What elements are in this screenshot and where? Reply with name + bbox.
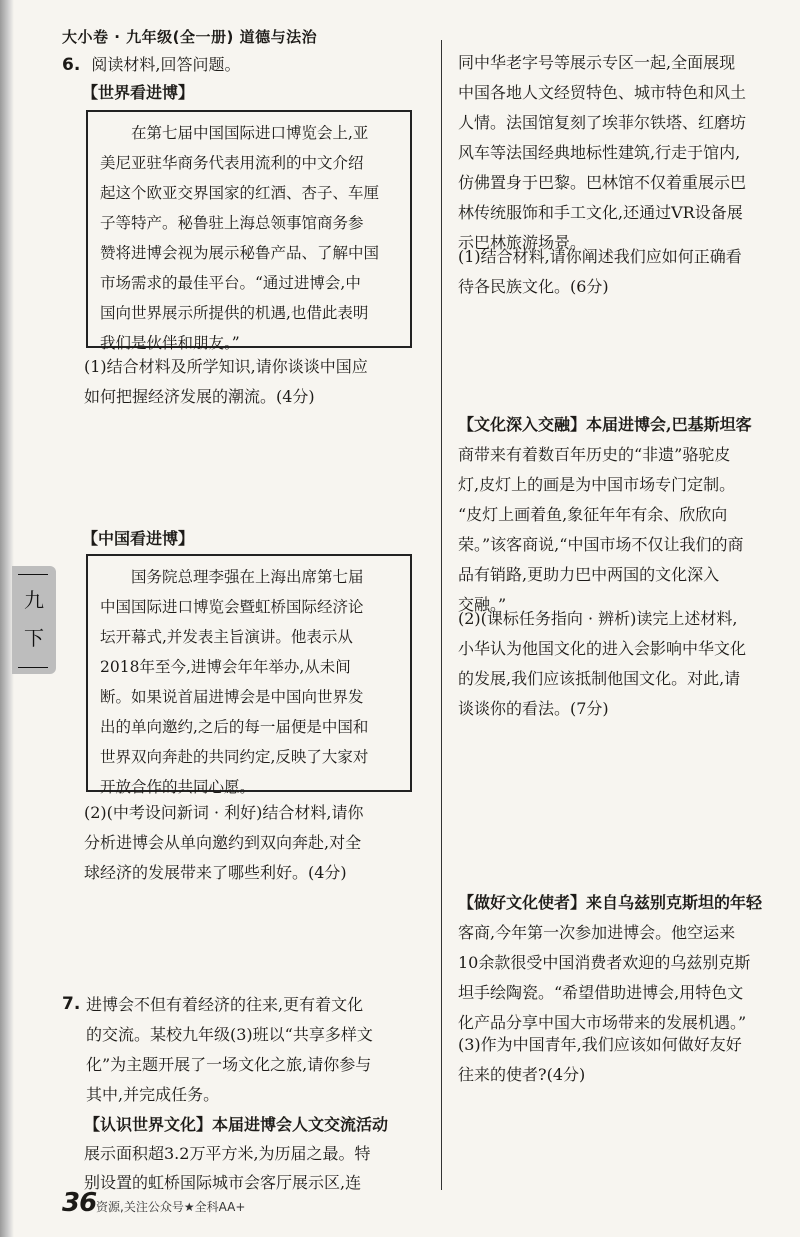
text-line: 子等特产。秘鲁驻上海总领事馆商务参 (100, 214, 364, 232)
text-line: 2018年至今,进博会年年举办,从未间 (100, 658, 351, 676)
text-line: 人情。法国馆复刻了埃菲尔铁塔、红磨坊 (458, 113, 747, 132)
text-line: 化产品分享中国大市场带来的发展机遇。” (458, 1013, 747, 1032)
text-line: 待各民族文化。(6分) (458, 277, 609, 296)
sub-question (84, 352, 368, 412)
text-line: 小华认为他国文化的进入会影响中华文化 (458, 639, 747, 658)
text-line: 客商,今年第一次参加进博会。他空运来 (458, 923, 736, 942)
text-line: 国向世界展示所提供的机遇,也借此表明 (100, 304, 369, 322)
text-line: 谈谈你的看法。(7分) (458, 699, 609, 718)
side-tab-char: 下 (24, 626, 44, 650)
section-tag: 【世界看进博】 (82, 83, 195, 102)
text-line: 世界双向奔赴的共同约定,反映了大家对 (100, 748, 369, 766)
text-line: 示巴林旅游场景。 (458, 233, 587, 252)
text-line: 【认识世界文化】本届进博会人文交流活动 (84, 1115, 389, 1134)
side-tab (12, 566, 56, 674)
text-line: 进博会不但有着经济的往来,更有着文化 (86, 995, 364, 1014)
question-prompt: 阅读材料,回答问题。 (91, 55, 241, 74)
material-box (86, 554, 412, 796)
text-line: 如何把握经济发展的潮流。(4分) (84, 387, 315, 406)
text-line: 坦手绘陶瓷。“希望借助进博会,用特色文 (458, 983, 744, 1002)
text-line: 坛开幕式,并发表主旨演讲。他表示从 (100, 628, 353, 646)
text-line: 【文化深入交融】本届进博会,巴基斯坦客 (458, 415, 752, 434)
column-divider (441, 40, 442, 1190)
text-line: 商带来有着数百年历史的“非遗”骆驼皮 (458, 445, 731, 464)
culture-part-2 (458, 410, 752, 620)
sub-question (458, 242, 742, 302)
question-intro (86, 990, 373, 1110)
culture-part-1-continued (458, 48, 746, 258)
material-text (100, 562, 400, 802)
text-line: 同中华老字号等展示专区一起,全面展现 (458, 53, 736, 72)
question-number: 7. (62, 994, 81, 1014)
text-line: 交融。” (458, 595, 507, 614)
sub-question (84, 798, 364, 888)
text-line: (1)结合材料,请你阐述我们应如何正确看 (458, 247, 742, 266)
text-line: (2)(课标任务指向 · 辨析)读完上述材料, (458, 609, 738, 628)
text-line: 出的单向邀约,之后的每一届便是中国和 (100, 718, 369, 736)
text-line: 的交流。某校九年级(3)班以“共享多样文 (86, 1025, 373, 1044)
sub-question (458, 1030, 742, 1090)
text-line: 分析进博会从单向邀约到双向奔赴,对全 (84, 833, 362, 852)
text-line: 球经济的发展带来了哪些利好。(4分) (84, 863, 347, 882)
text-line: 品有销路,更助力巴中两国的文化深入 (458, 565, 720, 584)
text-line: 赞将进博会视为展示秘鲁产品、了解中国 (100, 244, 380, 262)
material-text (100, 118, 400, 358)
text-line: 10余款很受中国消费者欢迎的乌兹别克斯 (458, 953, 751, 972)
text-line: 中国国际进口博览会暨虹桥国际经济论 (100, 598, 364, 616)
culture-part-3 (458, 888, 762, 1038)
text-line: 仿佛置身于巴黎。巴林馆不仅着重展示巴 (458, 173, 747, 192)
text-line: 灯,皮灯上的画是为中国市场专门定制。 (458, 475, 736, 494)
page-number: 36 (62, 1188, 97, 1218)
text-line: “皮灯上画着鱼,象征年年有余、欣欣向 (458, 505, 728, 524)
question-6-header (62, 50, 240, 80)
section-tag: 【中国看进博】 (82, 529, 195, 548)
text-line: 【做好文化使者】来自乌兹别克斯坦的年轻 (458, 893, 763, 912)
text-line: 国务院总理李强在上海出席第七届 (131, 568, 364, 586)
text-line: 起这个欧亚交界国家的红酒、杏子、车厘 (100, 184, 380, 202)
text-line: 化”为主题开展了一场文化之旅,请你参与 (86, 1055, 372, 1074)
text-line: 其中,并完成任务。 (86, 1085, 220, 1104)
text-line: 别设置的虹桥国际城市会客厅展示区,连 (84, 1173, 362, 1192)
text-line: 美尼亚驻华商务代表用流利的中文介绍 (100, 154, 364, 172)
question-number: 6. (62, 55, 81, 75)
text-line: 展示面积超3.2万平方米,为历届之最。特 (84, 1144, 371, 1163)
text-line: (2)(中考设问新词 · 利好)结合材料,请你 (84, 803, 364, 822)
material-box (86, 110, 412, 352)
footer-text: 资源,关注公众号★全科AA+ (96, 1200, 246, 1214)
text-line: 林传统服饰和手工文化,还通过VR设备展 (458, 203, 743, 222)
text-line: 荣。”该客商说,“中国市场不仅让我们的商 (458, 535, 744, 554)
sub-question (458, 604, 746, 724)
header-title: 大小卷 · 九年级(全一册) 道德与法治 (62, 28, 318, 46)
text-line: 断。如果说首届进博会是中国向世界发 (100, 688, 364, 706)
text-line: 往来的使者?(4分) (458, 1065, 586, 1084)
text-line: (1)结合材料及所学知识,请你谈谈中国应 (84, 357, 368, 376)
text-line: 的发展,我们应该抵制他国文化。对此,请 (458, 669, 741, 688)
text-line: 在第七届中国国际进口博览会上,亚 (131, 124, 369, 142)
text-line: 中国各地人文经贸特色、城市特色和风土 (458, 83, 747, 102)
text-line: 风车等法国经典地标性建筑,行走于馆内, (458, 143, 741, 162)
side-tab-char: 九 (24, 588, 44, 612)
text-line: 我们是伙伴和朋友。” (100, 334, 240, 352)
text-line: (3)作为中国青年,我们应该如何做好友好 (458, 1035, 742, 1054)
culture-part-1 (84, 1110, 388, 1197)
text-line: 开放合作的共同心愿。 (100, 778, 256, 796)
text-line: 市场需求的最佳平台。“通过进博会,中 (100, 274, 361, 292)
